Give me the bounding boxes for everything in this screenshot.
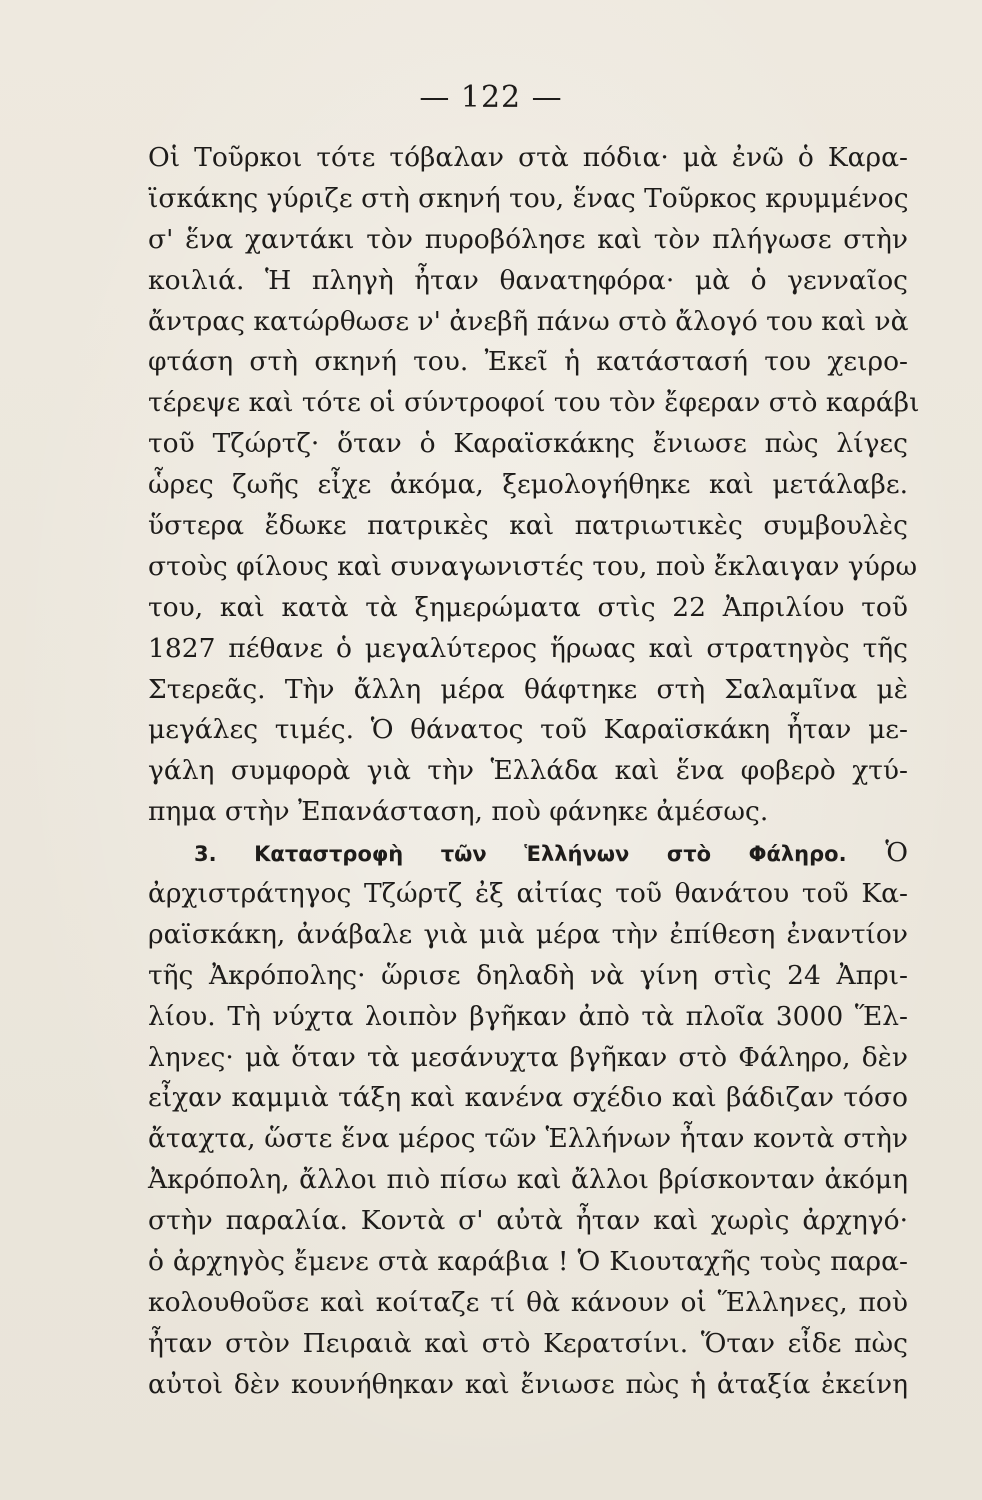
text-line: μεγάλες τιμές. Ὁ θάνατος τοῦ Καραϊσκάκη ἦταν με- — [148, 714, 908, 746]
text-line: ἄταχτα, ὥστε ἕνα μέρος τῶν Ἑλλήνων ἦταν κοντὰ στὴν — [148, 1123, 908, 1155]
body-text — [148, 138, 920, 1406]
text-line: ὁ ἀρχηγὸς ἔμενε στὰ καράβια ! Ὁ Κιουταχῆς τοὺς παρα- — [148, 1246, 908, 1278]
text-line: γάλη συμφορὰ γιὰ τὴν Ἑλλάδα καὶ ἕνα φοβερὸ χτύ- — [148, 755, 908, 787]
text-line: τέρεψε καὶ τότε οἱ σύντροφοί του τὸν ἔφεραν στὸ καράβι — [148, 387, 920, 419]
text-line: πημα στὴν Ἐπανάσταση, ποὺ φάνηκε ἀμέσως. — [148, 796, 769, 828]
heading-line-text: Ὁ — [885, 837, 908, 869]
section-heading: 3. Καταστροφὴ τῶν Ἑλλήνων στὸ Φάληρο. — [194, 842, 847, 867]
text-line: σ' ἕνα χαντάκι τὸν πυροβόλησε καὶ τὸν πλήγωσε στὴν — [148, 223, 908, 255]
text-line: ὕστερα ἔδωκε πατρικὲς καὶ πατριωτικὲς συμβουλὲς — [148, 510, 908, 542]
text-line: ἄντρας κατώρθωσε ν' ἀνεβῆ πάνω στὸ ἄλογό του καὶ νὰ — [148, 305, 909, 337]
text-line: ἀρχιστράτηγος Τζώρτζ ἐξ αἰτίας τοῦ θανάτου τοῦ Κα- — [148, 878, 908, 910]
text-line: εἶχαν καμμιὰ τάξη καὶ κανένα σχέδιο καὶ βάδιζαν τόσο — [148, 1082, 908, 1114]
text-line: στοὺς φίλους καὶ συναγωνιστές του, ποὺ ἔκλαιγαν γύρω — [148, 550, 918, 582]
text-line: του, καὶ κατὰ τὰ ξημερώματα στὶς 22 Ἀπριλίου τοῦ — [148, 591, 908, 623]
text-line: κολουθοῦσε καὶ κοίταζε τί θὰ κάνουν οἱ Ἕλληνες, ποὺ — [148, 1286, 908, 1318]
text-line: ἦταν στὸν Πειραιὰ καὶ στὸ Κερατσίνι. Ὅταν εἶδε πὼς — [148, 1327, 908, 1359]
section-heading-line — [148, 833, 908, 874]
text-line: ληνες· μὰ ὅταν τὰ μεσάνυχτα βγῆκαν στὸ Φάληρο, δὲν — [148, 1041, 908, 1073]
text-line: Ἀκρόπολη, ἄλλοι πιὸ πίσω καὶ ἄλλοι βρίσκονταν ἀκόμη — [148, 1164, 908, 1196]
text-line: αὐτοὶ δὲν κουνήθηκαν καὶ ἔνιωσε πὼς ἡ ἀταξία ἐκείνη — [148, 1368, 908, 1400]
page-number: — 122 — — [419, 80, 563, 115]
text-line: φτάση στὴ σκηνή του. Ἐκεῖ ἡ κατάστασή του χειρο- — [148, 346, 908, 378]
text-line: κοιλιά. Ἡ πληγὴ ἦταν θανατηφόρα· μὰ ὁ γενναῖος — [148, 264, 908, 296]
text-line: στὴν παραλία. Κοντὰ σ' αὐτὰ ἦταν καὶ χωρὶς ἀρχηγό· — [148, 1205, 908, 1237]
text-line: ὧρες ζωῆς εἶχε ἀκόμα, ξεμολογήθηκε καὶ μετάλαβε. — [148, 469, 908, 501]
text-line: Στερεᾶς. Τὴν ἄλλη μέρα θάφτηκε στὴ Σαλαμῖνα μὲ — [148, 673, 908, 705]
text-line: Οἱ Τοῦρκοι τότε τόβαλαν στὰ πόδια· μὰ ἐνῶ ὁ Καρα- — [148, 142, 908, 173]
text-line: 1827 πέθανε ὁ μεγαλύτερος ἥρωας καὶ στρατηγὸς τῆς — [148, 632, 908, 664]
text-line: ϊσκάκης γύριζε στὴ σκηνή του, ἕνας Τοῦρκος κρυμμένος — [148, 182, 909, 214]
text-line: λίου. Τὴ νύχτα λοιπὸν βγῆκαν ἀπὸ τὰ πλοῖα 3000 Ἕλ- — [148, 1000, 908, 1032]
text-line: ραϊσκάκη, ἀνάβαλε γιὰ μιὰ μέρα τὴν ἐπίθεση ἐναντίον — [148, 918, 908, 950]
text-line: τῆς Ἀκρόπολης· ὥρισε δηλαδὴ νὰ γίνη στὶς 24 Ἀπρι- — [148, 959, 908, 991]
text-line: τοῦ Τζώρτζ· ὅταν ὁ Καραϊσκάκης ἔνιωσε πὼς λίγες — [148, 428, 908, 460]
